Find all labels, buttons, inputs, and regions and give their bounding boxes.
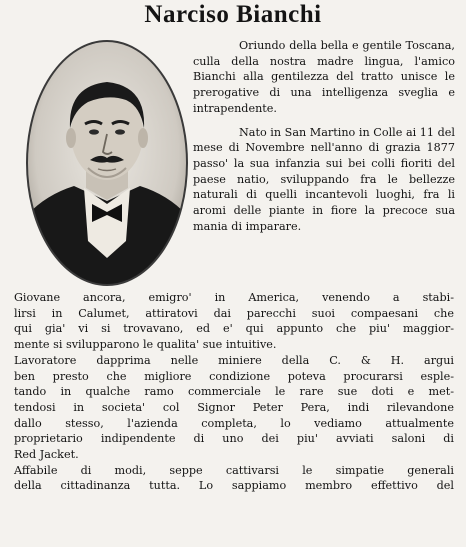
- portrait-oval: [22, 36, 192, 291]
- text-line: Red Jacket.: [14, 448, 79, 462]
- paragraph-origin: Oriundo della bella e gentile Toscana, culla della nostra madre lingua, l'amico Bianchi alla gentilezza del tratto unisce le prerogative di una intelligenza sveglia e intrapendente.: [193, 39, 455, 115]
- text-line: mente si svilupparono le qualita' sue intuitive.: [14, 338, 277, 352]
- text-line: qui gia' vi si trovavano, ed e' qui appunto che piu' maggior-: [14, 322, 454, 336]
- text-line: lirsi in Calumet, attiratovi dai parecchi suoi compaesani che: [14, 306, 454, 320]
- full-width-text: [14, 290, 454, 494]
- text-line: tendosi in societa' col Signor Peter Pera, indi rilevandone: [14, 400, 454, 414]
- text-line: Affabile di modi, seppe cattivarsi le simpatie generali: [14, 463, 454, 477]
- paragraph-birth: Nato in San Martino in Colle ai 11 del mese di Novembre nell'anno di grazia 1877 passo' la sua infanzia sui bei colli fioriti del paese natio, sviluppando fra le bellezze naturali di quelli incantevoli luoghi, fra li aromi delle piante in fiore la precoce sua mania di imparare.: [193, 125, 455, 233]
- text-line: tando in qualche ramo commerciale le rare sue doti e met-: [14, 385, 454, 399]
- text-line: della cittadinanza tutta. Lo sappiamo membro effettivo del: [14, 479, 454, 493]
- portrait-photo: [22, 36, 192, 291]
- right-column-text: [193, 38, 455, 234]
- text-line: dallo stesso, l'azienda completa, lo vediamo attualmente: [14, 416, 454, 430]
- text-line: Lavoratore dapprima nelle miniere della C. & H. argui: [14, 353, 454, 367]
- text-line: proprietario indipendente di uno dei piu' avviati saloni di: [14, 432, 454, 446]
- text-line: Giovane ancora, emigro' in America, venendo a stabi-: [14, 291, 454, 304]
- article-title: Narciso Bianchi: [144, 1, 322, 28]
- text-line: ben presto che migliore condizione poteva procurarsi esple-: [14, 369, 454, 383]
